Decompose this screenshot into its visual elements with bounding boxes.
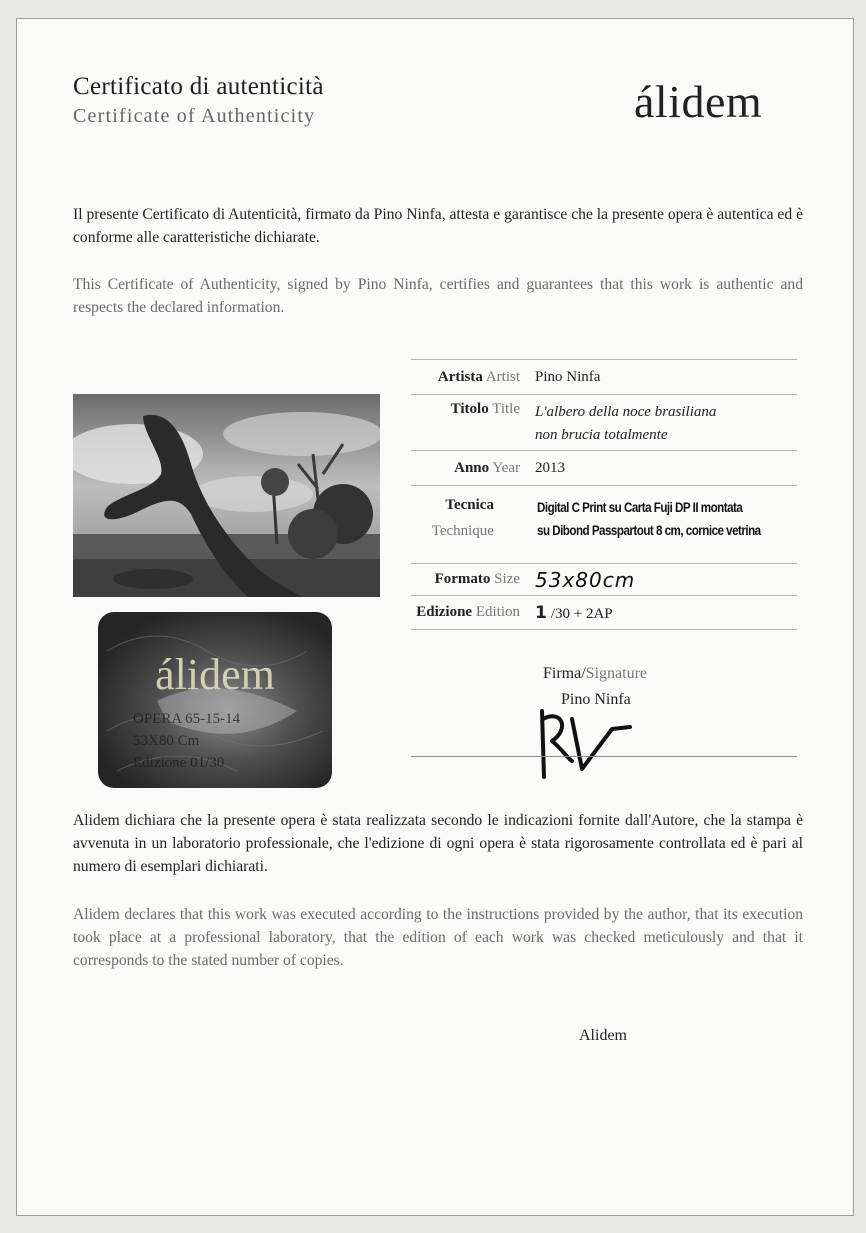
svg-text:OPERA 65-15-14: OPERA 65-15-14 xyxy=(133,711,241,727)
technique-row xyxy=(411,485,797,563)
title-label: Titolo Title xyxy=(450,401,520,417)
signature-name: Pino Ninfa xyxy=(561,691,631,708)
artist-value: Pino Ninfa xyxy=(535,368,601,385)
svg-text:Edizione 01/30: Edizione 01/30 xyxy=(133,755,225,771)
artist-label: Artista Artist xyxy=(437,368,520,385)
svg-text:álidem: álidem xyxy=(155,650,275,699)
svg-text:53X80 Cm: 53X80 Cm xyxy=(133,733,200,749)
artwork-photo xyxy=(73,394,380,597)
artist-row xyxy=(411,359,797,394)
certificate-title-english: Certificate of Authenticity xyxy=(73,105,316,127)
size-label: Formato Size xyxy=(434,571,520,587)
edition-value: 1 /30 + 2AP xyxy=(535,602,613,623)
year-value: 2013 xyxy=(535,459,565,476)
technique-label: Tecnica Technique xyxy=(431,497,494,539)
alidem-logo: álidem xyxy=(634,76,763,127)
declaration-paragraph-english: Alidem declares that this work was executed according to the instructions provided by the author, that its execution took place at a professional laboratory, that the edition of each work was checked meticulously and that it corresponds to the stated number of copies. xyxy=(73,906,803,969)
size-value: 53x80cm xyxy=(535,567,636,592)
title-row xyxy=(411,394,797,450)
certificate-sheet xyxy=(16,18,854,1216)
hologram-sticker xyxy=(97,611,333,789)
edition-row xyxy=(411,595,797,630)
closing-signature: Alidem xyxy=(579,1027,627,1044)
certificate-title-italian: Certificato di autenticità xyxy=(73,73,324,100)
intro-paragraph-english: This Certificate of Authenticity, signed by Pino Ninfa, certifies and guarantees that this work is authentic and respects the declared information. xyxy=(73,276,803,316)
signature-label: Firma/Signature xyxy=(543,665,647,682)
artwork-details-table xyxy=(411,359,797,630)
intro-paragraph-italian: Il presente Certificato di Autenticità, firmato da Pino Ninfa, attesta e garantisce che la presente opera è autentica ed è conforme alle caratteristiche dichiarate. xyxy=(73,206,803,246)
signature-line xyxy=(411,756,797,757)
title-value: L'albero della noce brasiliana non brucia totalmente xyxy=(535,404,717,443)
declaration-paragraph-italian: Alidem dichiara che la presente opera è stata realizzata secondo le indicazioni fornite dall'Autore, che la stampa è avvenuta in un laboratorio professionale, che l'edizione di ogni opera è stata rigorosamente controllata ed è pari al numero di esemplari dichiarati. xyxy=(73,812,803,875)
year-row xyxy=(411,450,797,485)
technique-value: Digital C Print su Carta Fuji DP II montata su Dibond Passpartout 8 cm, cornice vetrina xyxy=(536,500,761,538)
year-label: Anno Year xyxy=(454,459,520,476)
edition-label: Edizione Edition xyxy=(416,604,520,620)
size-row xyxy=(411,563,797,595)
handwritten-signature xyxy=(522,699,642,779)
